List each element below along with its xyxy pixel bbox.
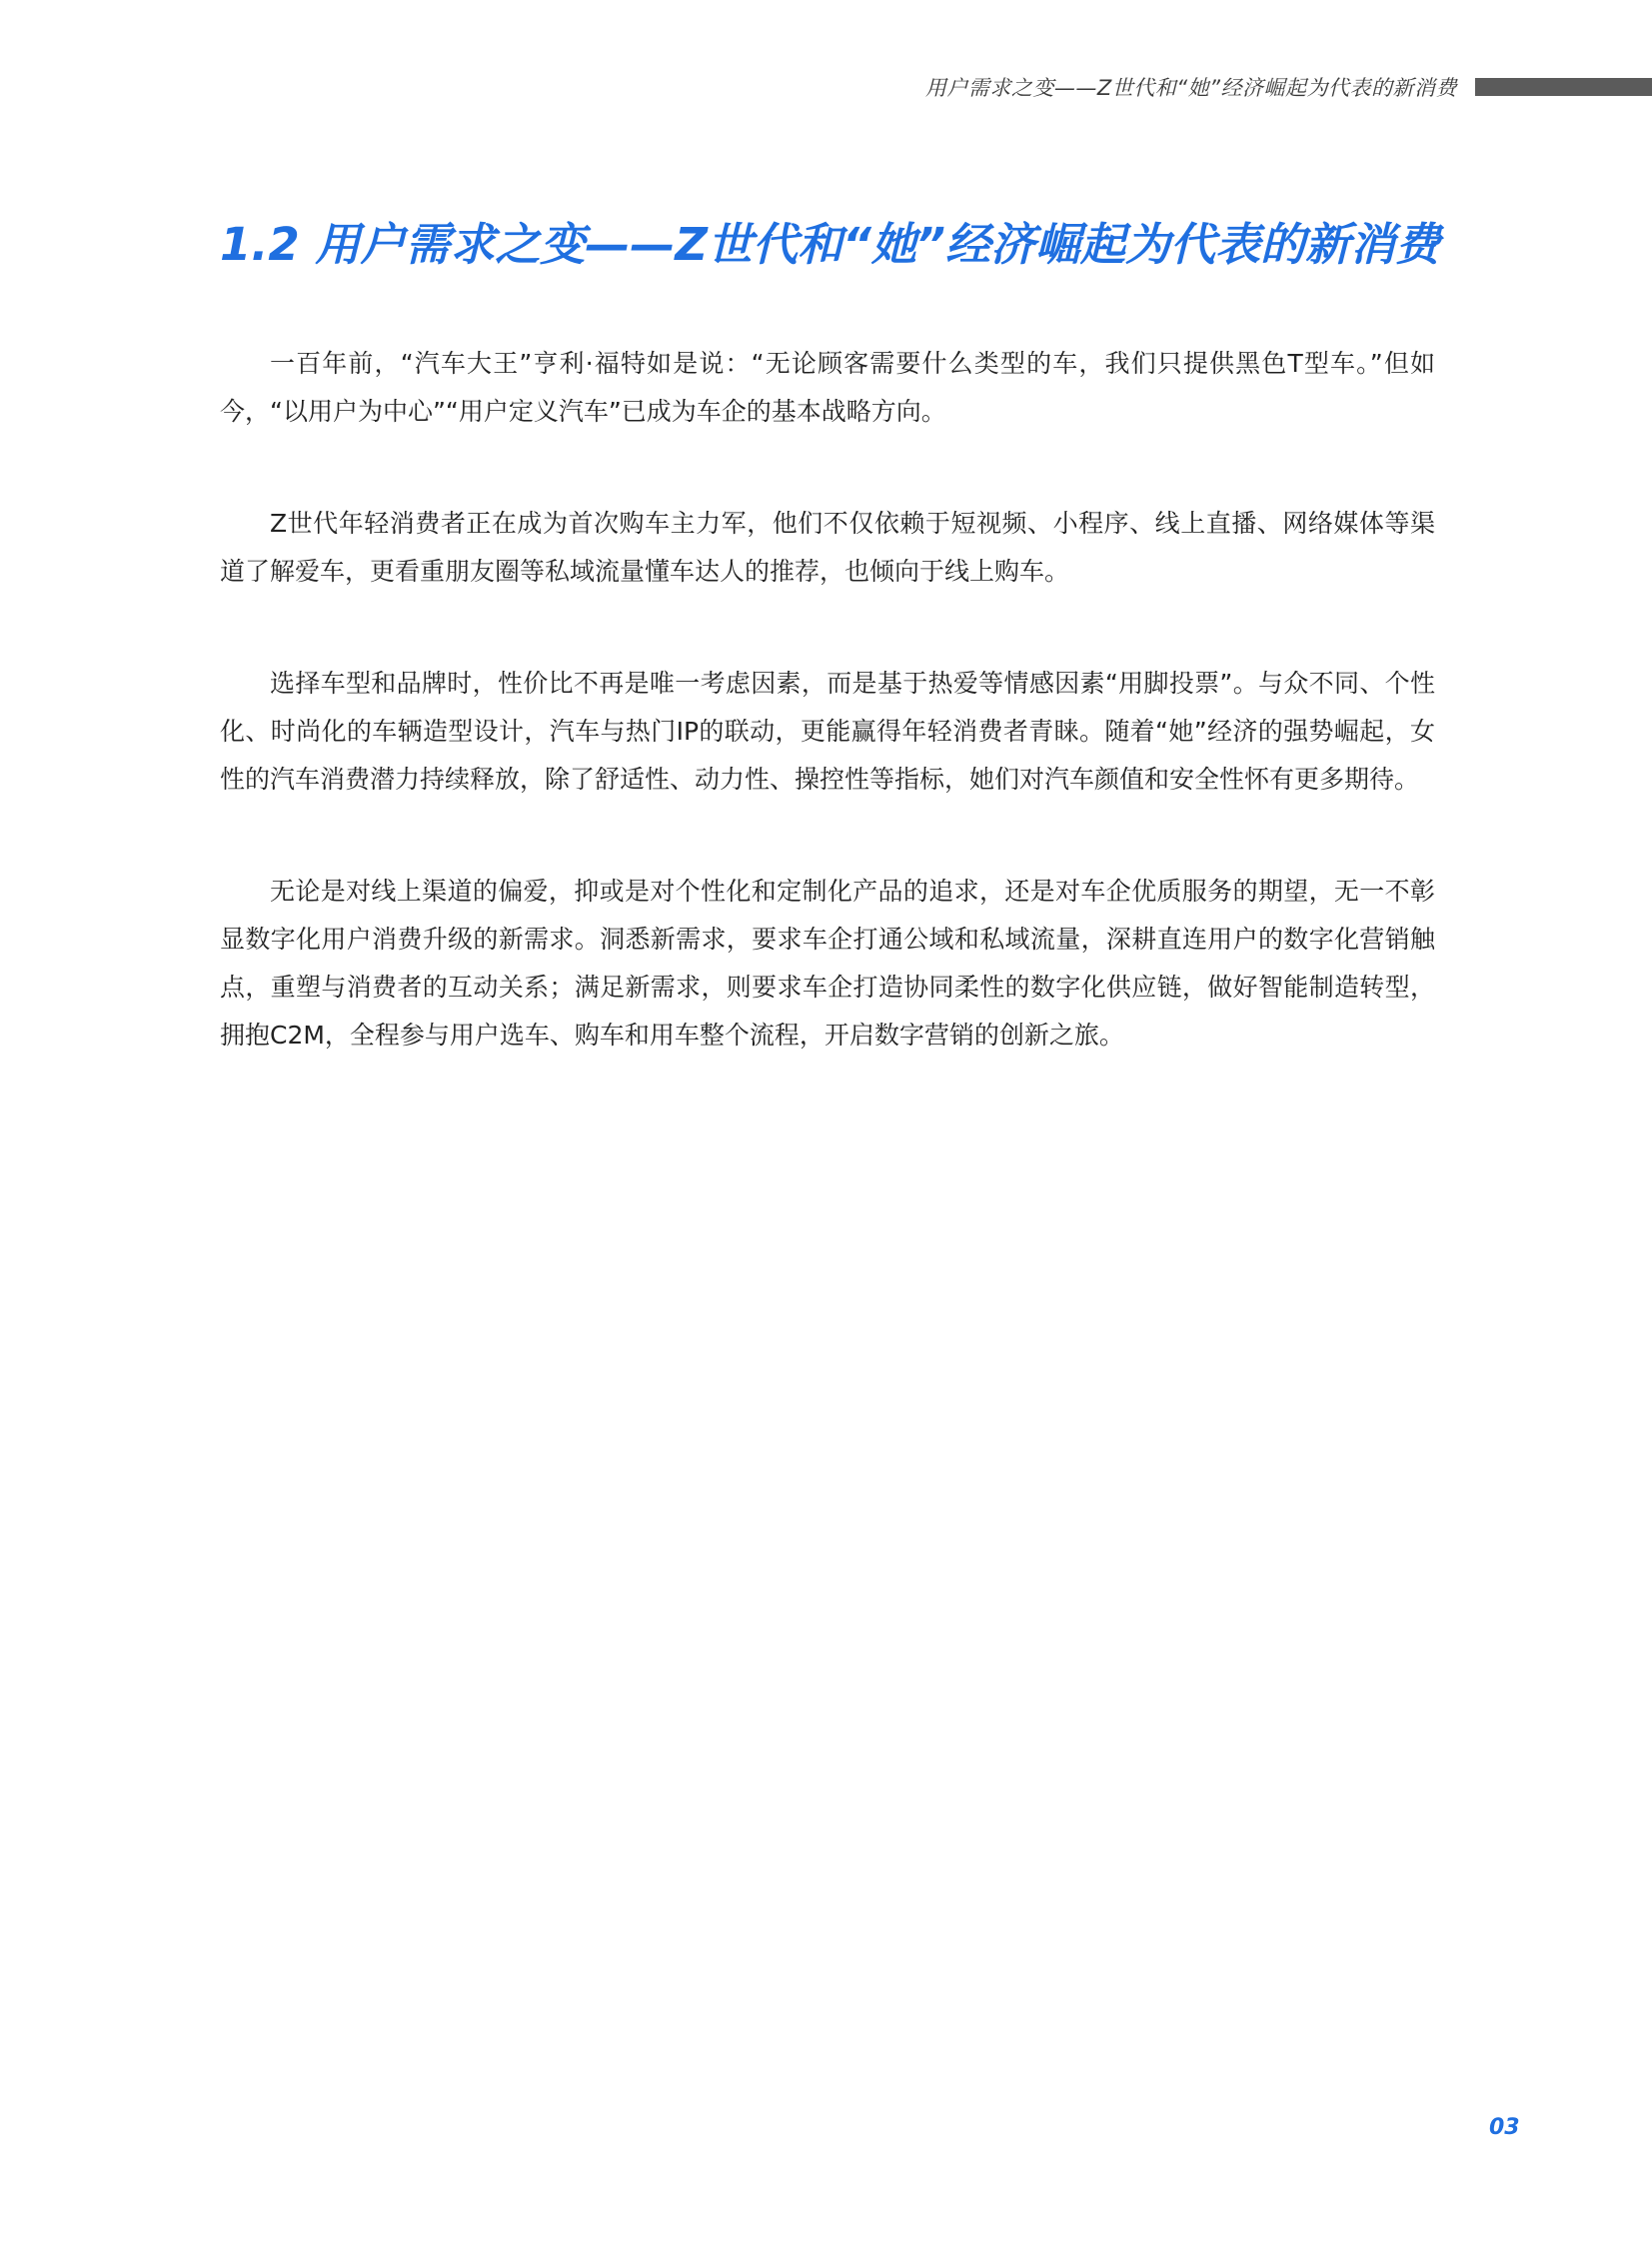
running-header <box>925 72 1652 102</box>
paragraph-2: Z世代年轻消费者正在成为首次购车主力军，他们不仅依赖于短视频、小程序、线上直播、网络媒体等渠道了解爱车，更看重朋友圈等私域流量懂车达人的推荐，也倾向于线上购车。 <box>220 509 1435 586</box>
page-number: 03 <box>1489 2115 1520 2140</box>
paragraph-3: 选择车型和品牌时，性价比不再是唯一考虑因素，而是基于热爱等情感因素“用脚投票”。与众不同、个性化、时尚化的车辆造型设计，汽车与热门IP的联动，更能赢得年轻消费者青睐。随着“她”经济的强势崛起，女性的汽车消费潜力持续释放，除了舒适性、动力性、操控性等指标，她们对汽车颜值和安全性怀有更多期待。 <box>220 669 1435 794</box>
body-content <box>220 340 1435 1123</box>
section-title: 1.2 用户需求之变——Z世代和“她”经济崛起为代表的新消费 <box>220 218 1440 271</box>
running-header-title: 用户需求之变——Z世代和“她”经济崛起为代表的新消费 <box>924 76 1457 100</box>
header-accent-bar <box>1475 78 1652 96</box>
paragraph-4: 无论是对线上渠道的偏爱，抑或是对个性化和定制化产品的追求，还是对车企优质服务的期望，无一不彰显数字化用户消费升级的新需求。洞悉新需求，要求车企打通公域和私域流量，深耕直连用户的数字化营销触点，重塑与消费者的互动关系；满足新需求，则要求车企打造协同柔性的数字化供应链，做好智能制造转型，拥抱C2M，全程参与用户选车、购车和用车整个流程，开启数字营销的创新之旅。 <box>220 877 1435 1050</box>
paragraph-1: 一百年前，“汽车大王”亨利·福特如是说：“无论顾客需要什么类型的车，我们只提供黑色T型车。”但如今，“以用户为中心”“用户定义汽车”已成为车企的基本战略方向。 <box>220 349 1435 426</box>
